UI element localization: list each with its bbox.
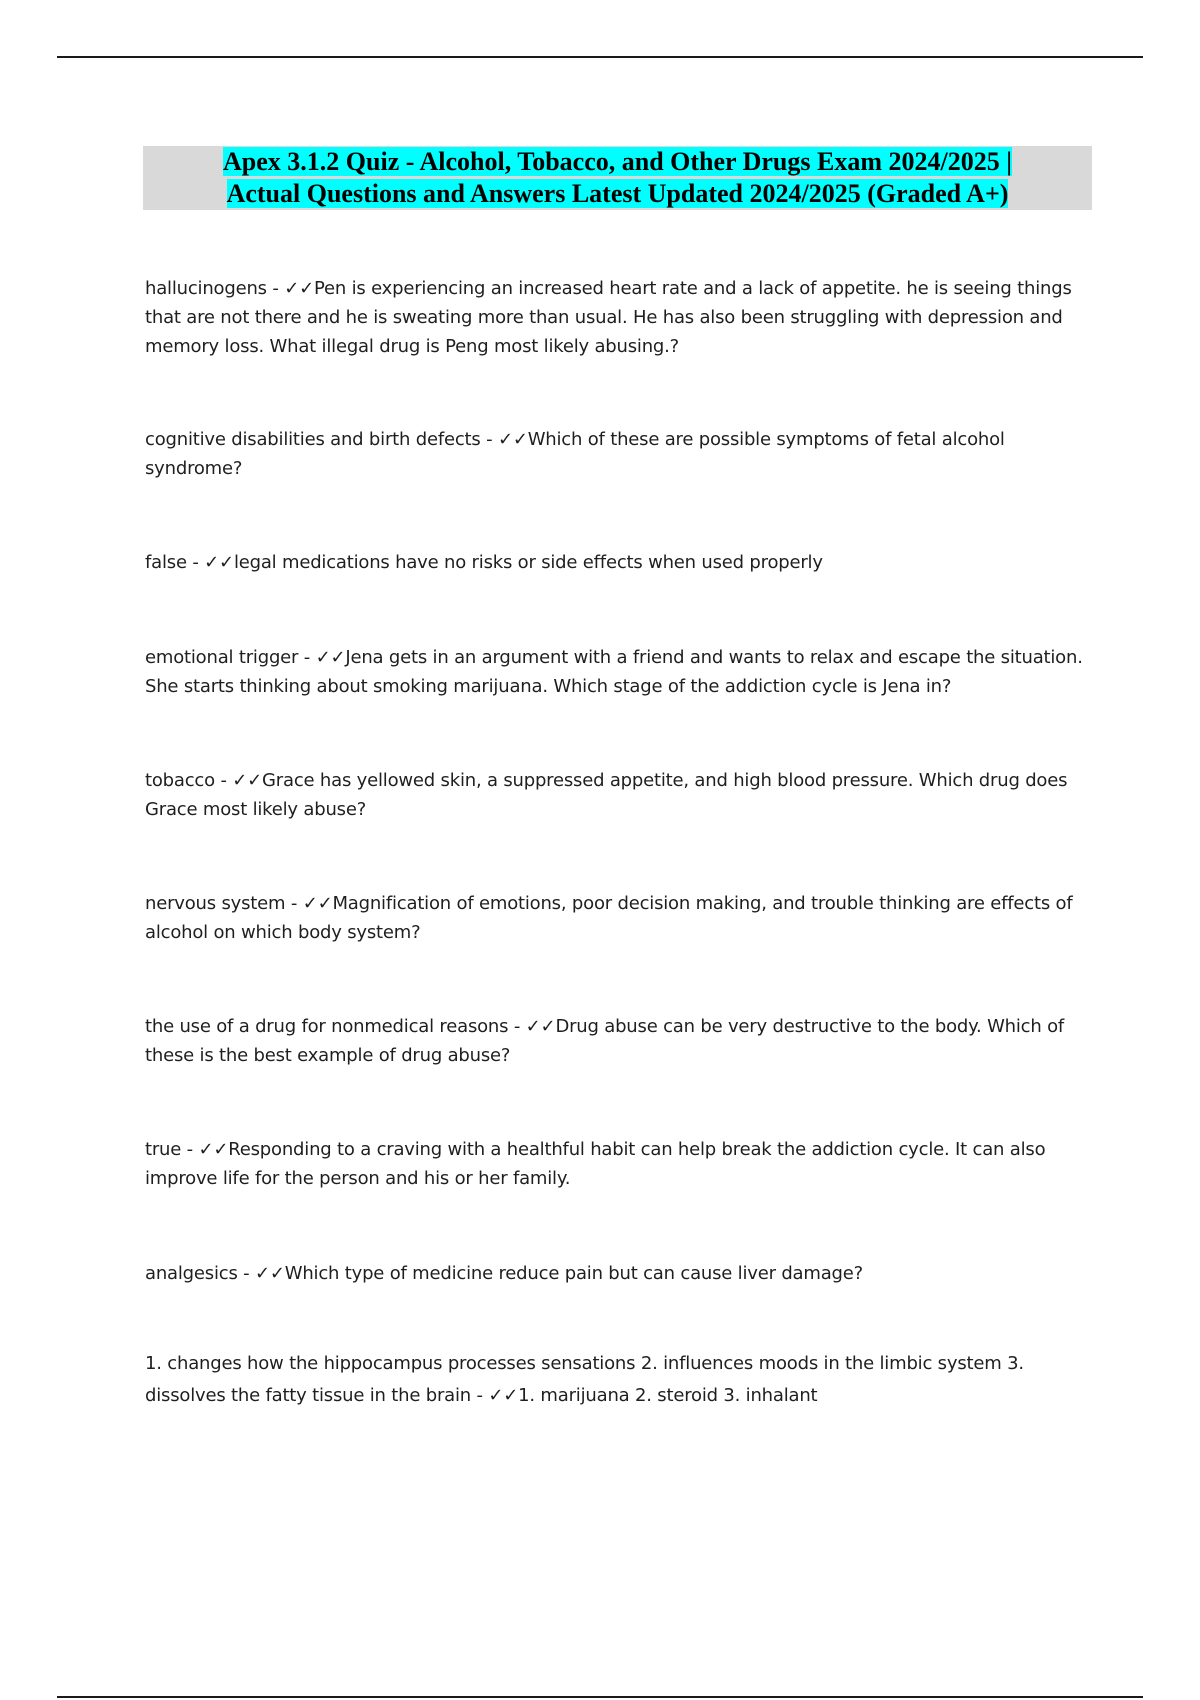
- qa-item-4: [145, 643, 1095, 701]
- checkmark-icon: ✓✓: [254, 1263, 285, 1284]
- bottom-rule: [57, 1696, 1143, 1698]
- qa-question: Grace has yellowed skin, a suppressed appetite, and high blood pressure. Which drug does Grace most likely abuse?: [145, 770, 1068, 820]
- qa-question: Which of these are possible symptoms of fetal alcohol syndrome?: [145, 429, 1005, 479]
- checkmark-icon: ✓✓: [204, 552, 234, 573]
- top-rule: [57, 56, 1143, 58]
- qa-answer: false: [145, 552, 187, 573]
- qa-separator: -: [298, 647, 316, 668]
- checkmark-icon: ✓✓: [315, 647, 346, 668]
- qa-question: legal medications have no risks or side effects when used properly: [233, 552, 823, 573]
- qa-answer: emotional trigger: [145, 647, 299, 668]
- checkmark-icon: ✓✓: [284, 278, 314, 299]
- qa-answer: 1. changes how the hippocampus processes sensations 2. influences moods in the limbic system 3. dissolves the fatty tissue in the brain: [145, 1353, 1024, 1406]
- qa-item-8: [145, 1135, 1095, 1193]
- qa-separator: -: [186, 552, 205, 573]
- checkmark-icon: ✓✓: [525, 1016, 556, 1037]
- qa-answer: the use of a drug for nonmedical reasons: [145, 1016, 509, 1037]
- qa-item-6: [145, 889, 1095, 947]
- qa-separator: -: [480, 429, 498, 450]
- document-title: [143, 146, 1092, 210]
- qa-separator: -: [285, 893, 303, 914]
- qa-question: Responding to a craving with a healthful habit can help break the addiction cycle. It can also improve life for the person and his or her family.: [145, 1139, 1046, 1189]
- qa-item-5: [145, 766, 1095, 824]
- qa-question: Magnification of emotions, poor decision making, and trouble thinking are effects of alcohol on which body system?: [145, 893, 1073, 943]
- title-line-1: Apex 3.1.2 Quiz - Alcohol, Tobacco, and Other Drugs Exam 2024/2025 |: [223, 147, 1012, 176]
- checkmark-icon: ✓✓: [198, 1139, 229, 1160]
- qa-question: Drug abuse can be very destructive to the body. Which of these is the best example of drug abuse?: [145, 1016, 1065, 1066]
- checkmark-icon: ✓✓: [302, 893, 333, 914]
- qa-answer: cognitive disabilities and birth defects: [145, 429, 481, 450]
- qa-item-7: [145, 1012, 1095, 1070]
- qa-item-9: [145, 1259, 1095, 1288]
- qa-separator: -: [237, 1263, 255, 1284]
- qa-answer: nervous system: [145, 893, 286, 914]
- checkmark-icon: ✓✓: [497, 429, 528, 450]
- qa-item-1: [145, 274, 1095, 361]
- qa-separator: -: [471, 1385, 489, 1406]
- qa-separator: -: [181, 1139, 199, 1160]
- qa-question: 1. marijuana 2. steroid 3. inhalant: [518, 1385, 818, 1406]
- qa-item-3: [145, 548, 1095, 577]
- qa-separator: -: [214, 770, 233, 791]
- qa-answer: hallucinogens: [145, 278, 267, 299]
- qa-answer: analgesics: [145, 1263, 238, 1284]
- qa-question: Jena gets in an argument with a friend and wants to relax and escape the situation. She starts thinking about smoking marijuana. Which stage of the addiction cycle is Jena in?: [145, 647, 1083, 697]
- qa-answer: tobacco: [145, 770, 215, 791]
- qa-question: Which type of medicine reduce pain but can cause liver damage?: [284, 1263, 864, 1284]
- qa-answer: true: [145, 1139, 182, 1160]
- qa-separator: -: [508, 1016, 526, 1037]
- qa-separator: -: [266, 278, 285, 299]
- qa-question: Pen is experiencing an increased heart rate and a lack of appetite. he is seeing things that are not there and he is sweating more than usual. He has also been struggling with depression and memory loss. What illegal drug is Peng most likely abusing.?: [145, 278, 1072, 357]
- checkmark-icon: ✓✓: [232, 770, 263, 791]
- title-line-2: Actual Questions and Answers Latest Updated 2024/2025 (Graded A+): [226, 179, 1009, 208]
- checkmark-icon: ✓✓: [488, 1385, 519, 1406]
- qa-item-2: [145, 425, 1095, 483]
- qa-item-10: [145, 1348, 1095, 1412]
